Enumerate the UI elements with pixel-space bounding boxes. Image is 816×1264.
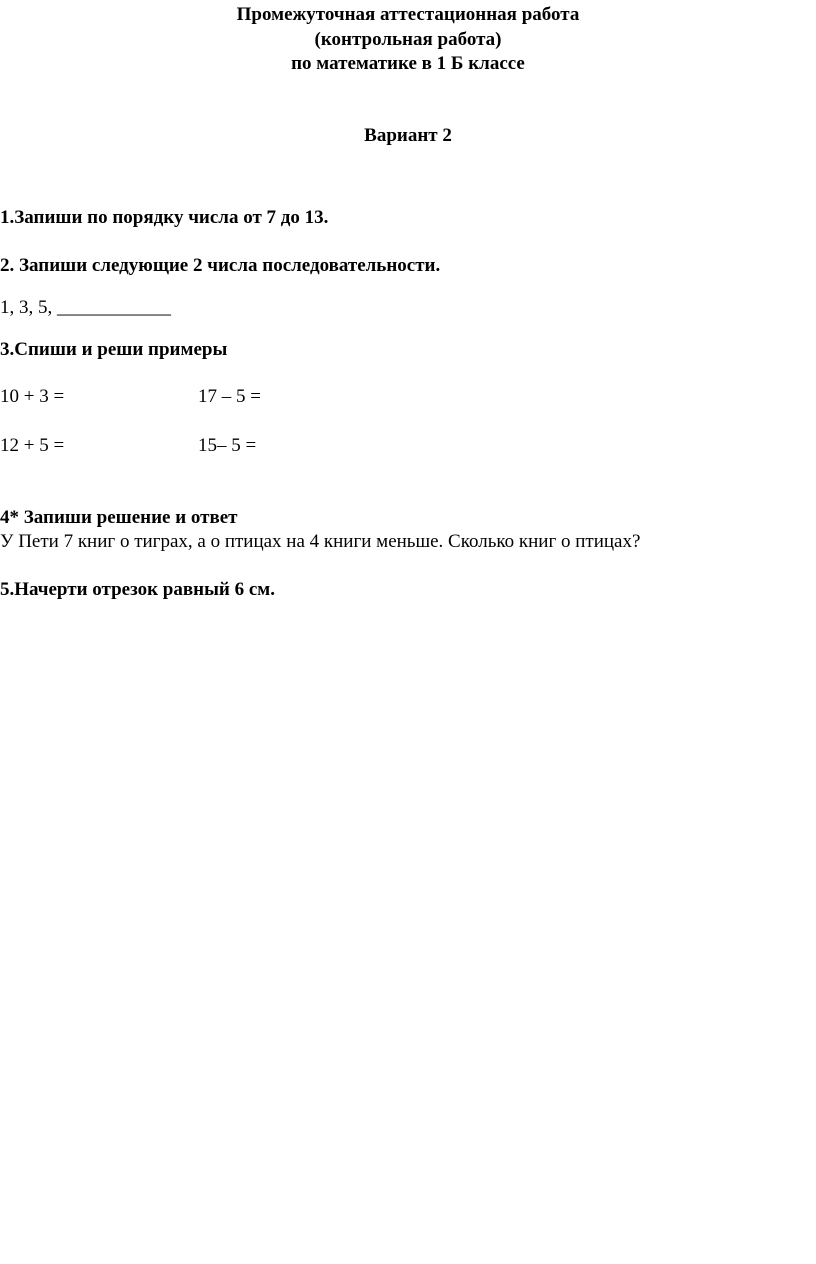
example-2-left: 12 + 5 = bbox=[0, 435, 65, 456]
title-line-2: (контрольная работа) bbox=[314, 29, 502, 50]
example-1-right: 17 – 5 = bbox=[198, 386, 261, 407]
task-5: 5.Начерти отрезок равный 6 см. bbox=[0, 579, 275, 600]
task-3: 3.Спиши и реши примеры bbox=[0, 339, 228, 360]
title-line-1: Промежуточная аттестационная работа bbox=[236, 4, 580, 25]
variant-heading: Вариант 2 bbox=[364, 125, 452, 146]
task-2-sequence: 1, 3, 5, ____________ bbox=[0, 297, 171, 318]
title-line-3: по математике в 1 Б классе bbox=[291, 53, 525, 74]
task-2: 2. Запиши следующие 2 числа последовательности. bbox=[0, 255, 441, 276]
task-4: 4* Запиши решение и ответ bbox=[0, 507, 238, 528]
example-2-right: 15– 5 = bbox=[198, 435, 257, 456]
example-1-left: 10 + 3 = bbox=[0, 386, 65, 407]
task-1: 1.Запиши по порядку числа от 7 до 13. bbox=[0, 207, 329, 228]
task-4-text: У Пети 7 книг о тиграх, а о птицах на 4 книги меньше. Сколько книг о птицах? bbox=[0, 531, 641, 552]
